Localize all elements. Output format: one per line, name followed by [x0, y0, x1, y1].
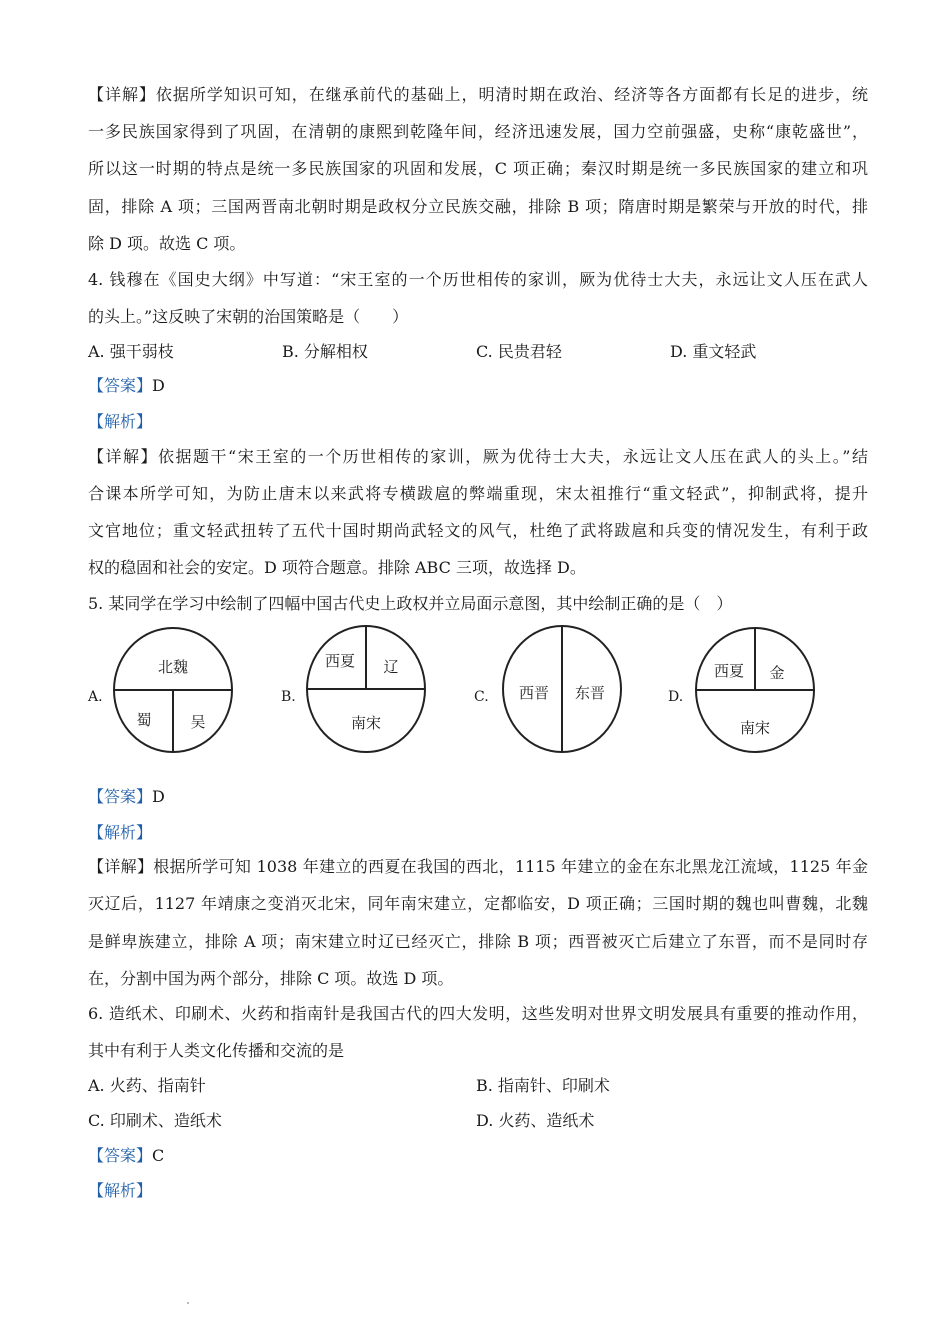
q5-diagram-a-label: A. [88, 689, 103, 705]
q5-stem: 5. 某同学在学习中绘制了四幅中国古代史上政权并立局面示意图，其中绘制正确的是（ ） [88, 594, 733, 613]
q4-detail-line: 【详解】依据题干“宋王室的一个历世相传的家训，厥为优待士大夫，永远让文人压在武人的头上。”结 [88, 447, 868, 466]
q5-diagram-a [110, 624, 236, 756]
q3-detail-line: 除 D 项。故选 C 项。 [88, 234, 246, 253]
q5-diagram-d-label: D. [668, 689, 684, 705]
answer-value: D [152, 787, 165, 806]
q4-answer [88, 373, 868, 396]
q5-detail-line: 【详解】根据所学可知 1038 年建立的西夏在我国的西北，1115 年建立的金在东北黑龙江流域，1125 年金 [88, 857, 868, 876]
q6-option-b: B. 指南针、印刷术 [476, 1076, 610, 1095]
q6-analysis-tag: 【解析】 [88, 1181, 153, 1200]
region-label: 西夏 [713, 662, 745, 680]
region-label: 蜀 [136, 711, 152, 729]
region-label: 吴 [190, 713, 206, 731]
q5-diagram-d [692, 624, 818, 756]
q6-stem-line: 6. 造纸术、印刷术、火药和指南针是我国古代的四大发明，这些发明对世界文明发展具有重要的推动作用， [88, 1004, 868, 1023]
region-label: 南宋 [350, 714, 382, 732]
q5-answer [88, 784, 868, 807]
answer-tag: 【答案】 [88, 787, 153, 806]
answer-tag: 【答案】 [88, 1146, 153, 1165]
q5-diagram-c [499, 622, 625, 756]
answer-value: C [152, 1146, 165, 1165]
q4-analysis-tag: 【解析】 [88, 412, 153, 431]
q5-diagram-b-label: B. [281, 689, 296, 705]
q3-detail-line: 【详解】依据所学知识可知，在继承前代的基础上，明清时期在政治、经济等各方面都有长足的进步，统 [88, 85, 868, 104]
q6-option-c: C. 印刷术、造纸术 [88, 1111, 222, 1130]
q5-diagram-b [303, 622, 429, 756]
q4-option-a: A. 强干弱枝 [88, 342, 174, 361]
region-label: 北魏 [157, 658, 189, 676]
q4-stem-line: 的头上。”这反映了宋朝的治国策略是（ ） [88, 307, 409, 326]
region-label: 辽 [383, 658, 399, 676]
q4-stem-line: 4. 钱穆在《国史大纲》中写道：“宋王室的一个历世相传的家训，厥为优待士大夫，永远让文人压在武人 [88, 270, 868, 289]
q4-option-b: B. 分解相权 [282, 342, 368, 361]
answer-tag: 【答案】 [88, 376, 153, 395]
region-label: 金 [769, 664, 785, 682]
q3-detail-line: 一多民族国家得到了巩固，在清朝的康熙到乾隆年间，经济迅速发展，国力空前强盛，史称“康乾盛世”， [88, 122, 868, 141]
region-label: 东晋 [574, 684, 606, 702]
q6-answer [88, 1143, 868, 1166]
q5-diagram-c-label: C. [474, 689, 489, 705]
q6-option-a: A. 火药、指南针 [88, 1076, 206, 1095]
q6-stem-line: 其中有利于人类文化传播和交流的是 [88, 1041, 345, 1060]
region-label: 西夏 [324, 652, 356, 670]
q5-analysis-tag: 【解析】 [88, 823, 153, 842]
q4-detail-line: 合课本所学可知，为防止唐末以来武将专横跋扈的弊端重现，宋太祖推行“重文轻武”，抑制武将，提升 [88, 484, 868, 503]
answer-value: D [152, 376, 165, 395]
region-label: 南宋 [739, 719, 771, 737]
region-label: 西晋 [518, 684, 550, 702]
q4-option-c: C. 民贵君轻 [476, 342, 562, 361]
footer-mark [187, 1302, 189, 1304]
q3-detail-line: 所以这一时期的特点是统一多民族国家的巩固和发展，C 项正确；秦汉时期是统一多民族国家的建立和巩 [88, 159, 868, 178]
q4-detail-line: 权的稳固和社会的安定。D 项符合题意。排除 ABC 三项，故选择 D。 [88, 558, 586, 577]
q4-option-d: D. 重文轻武 [670, 342, 757, 361]
q6-option-d: D. 火药、造纸术 [476, 1111, 595, 1130]
q5-detail-line: 在，分割中国为两个部分，排除 C 项。故选 D 项。 [88, 969, 454, 988]
q4-detail-line: 文官地位；重文轻武扭转了五代十国时期尚武轻文的风气，杜绝了武将跋扈和兵变的情况发生，有利于政 [88, 521, 868, 540]
q3-detail-line: 固，排除 A 项；三国两晋南北朝时期是政权分立民族交融，排除 B 项；隋唐时期是繁荣与开放的时代，排 [88, 197, 868, 216]
q5-detail-line: 灭辽后，1127 年靖康之变消灭北宋，同年南宋建立，定都临安，D 项正确；三国时期的魏也叫曹魏，北魏 [88, 894, 868, 913]
q5-detail-line: 是鲜卑族建立，排除 A 项；南宋建立时辽已经灭亡，排除 B 项；西晋被灭亡后建立了东晋，而不是同时存 [88, 932, 868, 951]
